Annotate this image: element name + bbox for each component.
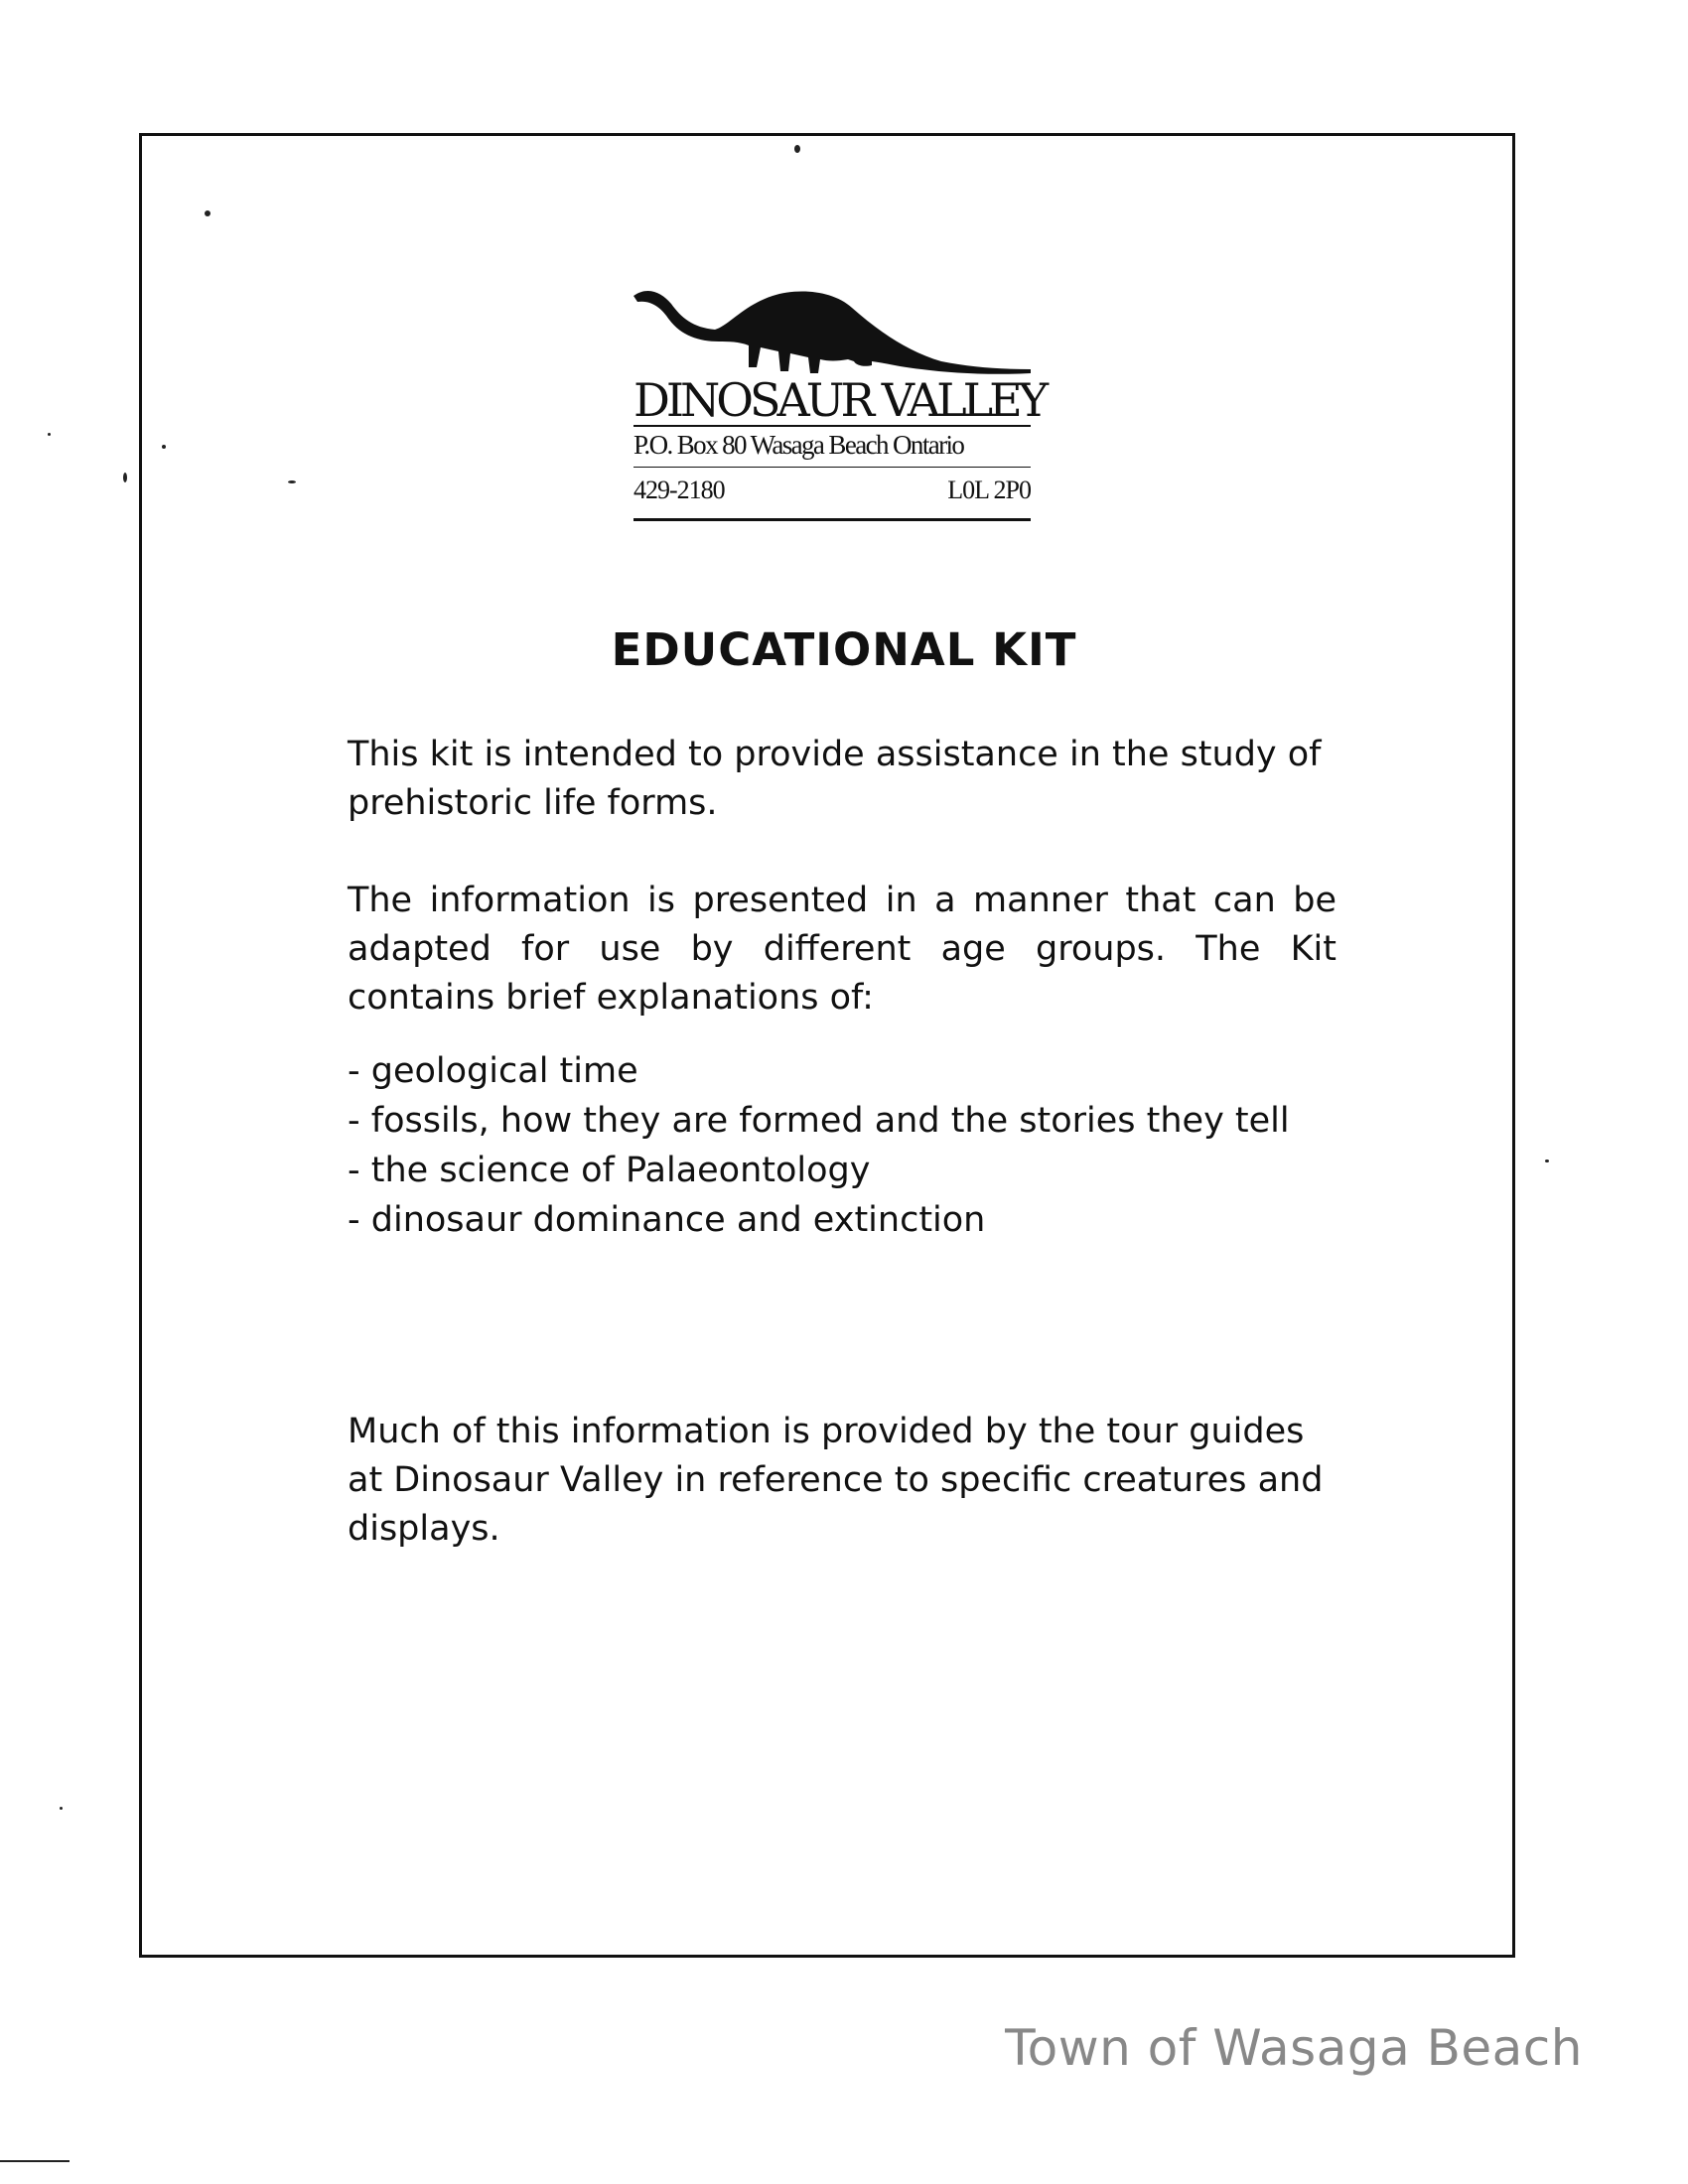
scan-speck xyxy=(0,2160,70,2162)
list-item: - the science of Palaeontology xyxy=(348,1151,871,1190)
intro-paragraph: This kit is intended to provide assistance in the study of prehistoric life forms. xyxy=(348,735,1322,823)
logo-brand-name: DINOSAUR VALLEY xyxy=(633,373,1046,427)
scan-speck xyxy=(205,210,211,216)
scan-speck xyxy=(162,445,166,449)
scan-speck xyxy=(794,145,800,153)
closing-paragraph: Much of this information is provided by the tour guides at Dinosaur Valley in reference to specific creatures and displays. xyxy=(348,1412,1324,1549)
logo-divider xyxy=(633,467,1031,468)
logo-address: P.O. Box 80 Wasaga Beach Ontario xyxy=(633,430,964,460)
page-title: EDUCATIONAL KIT xyxy=(611,623,1077,676)
logo-postal-code: L0L 2P0 xyxy=(947,476,1031,504)
info-paragraph: The information is presented in a manner that can be adapted for use by different age groups. The Kit contains brief explanations of: xyxy=(348,881,1336,1018)
scan-speck xyxy=(60,1807,63,1810)
dinosaur-valley-logo xyxy=(633,286,1046,524)
dinosaur-silhouette-icon xyxy=(633,286,1031,385)
scan-speck xyxy=(1545,1160,1549,1162)
scan-speck xyxy=(123,473,127,482)
list-item: - fossils, how they are formed and the stories they tell xyxy=(348,1101,1290,1141)
logo-divider xyxy=(633,518,1031,521)
logo-divider xyxy=(633,425,1031,427)
topics-list xyxy=(348,1046,1360,1245)
scan-speck xyxy=(48,433,51,436)
list-item: - dinosaur dominance and extinction xyxy=(348,1200,986,1240)
list-item: - geological time xyxy=(348,1051,638,1091)
scan-speck xyxy=(288,480,296,483)
logo-phone: 429-2180 xyxy=(633,476,725,504)
watermark: Town of Wasaga Beach xyxy=(1005,2019,1583,2077)
